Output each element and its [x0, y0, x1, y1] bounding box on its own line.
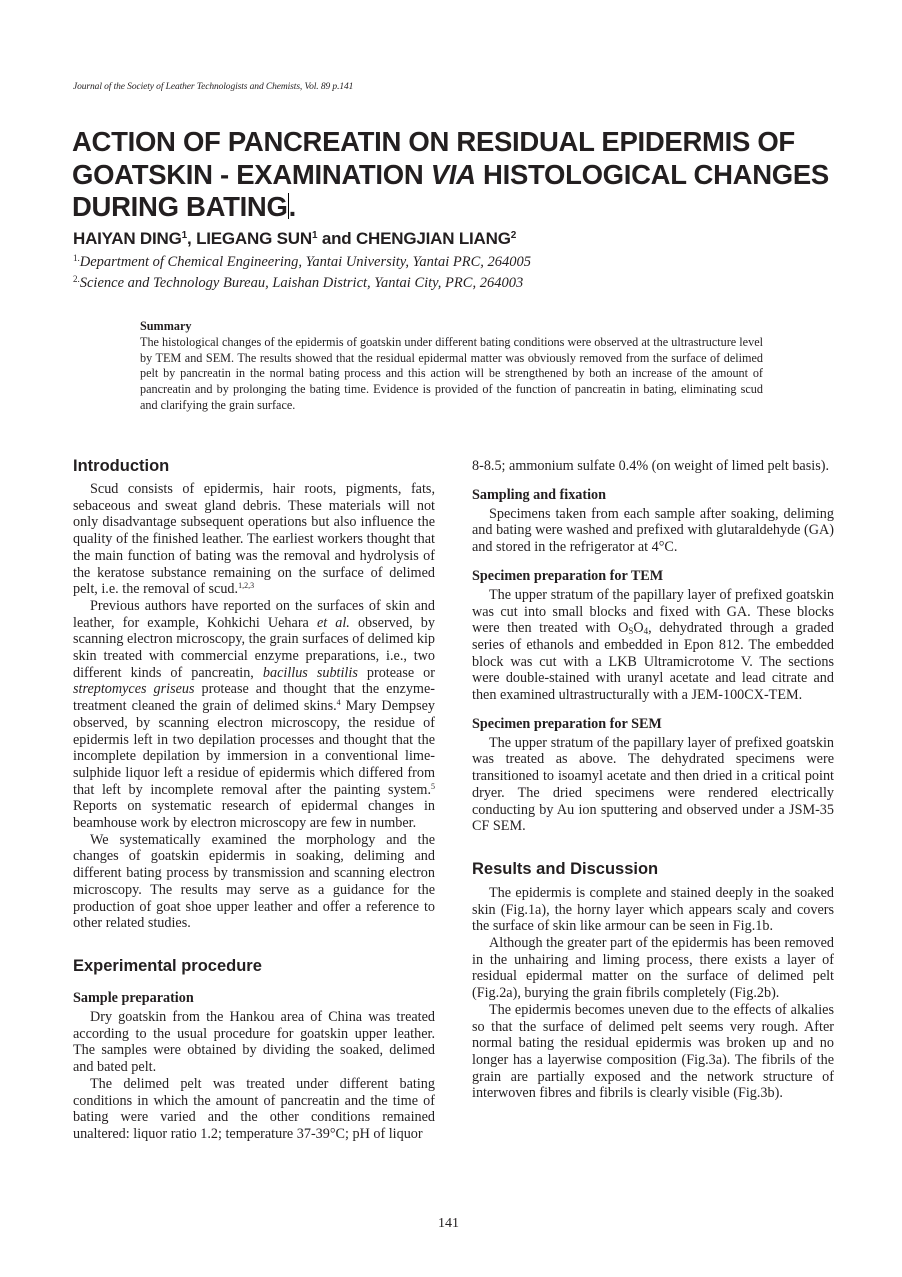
- reference-mark: 5: [431, 781, 435, 791]
- affiliation: [73, 275, 523, 292]
- author-affiliation-mark: 2: [510, 230, 517, 241]
- author-name: LIEGANG SUN: [196, 229, 312, 248]
- author-affiliation-mark: 1: [181, 230, 188, 241]
- italic-text: bacillus subtilis: [262, 664, 358, 681]
- reference-mark: 1,2,3: [238, 581, 255, 591]
- paragraph-text: Mary Dempsey observed, by scanning electron microscopy, the residue of epidermis left in two depilation processes and thought that the incomplete depilation by immersion in a conventional lime-sulphide liquor left a residue of epidermis which differed from that left by incomplete removal after the painting system.: [73, 698, 435, 798]
- author-name: CHENGJIAN LIANG: [355, 229, 511, 248]
- paragraph-text: observed, by scanning electron microscopy, the grain surfaces of delimed kip skin treated with commercial enzyme preparations, i.e., two different kinds of pancreatin,: [73, 614, 435, 681]
- affiliation-mark: 2.: [73, 274, 80, 284]
- title-end: .: [288, 191, 296, 222]
- results-paragraph: Although the greater part of the epidermis has been removed in the unhairing and liming process, there exists a layer of residual epidermal matter on the surface of delimed pelt (Fig.2a), burying the grain fibrils completely (Fig.2b).: [472, 935, 834, 1002]
- results-heading: Results and Discussion: [472, 859, 659, 878]
- author-name: HAIYAN DING: [73, 229, 182, 248]
- right-column: [472, 458, 834, 1102]
- paragraph-text: , dehydrated through a graded series of ethanols and embedded in Epon 812. The embedded block was cut with a LKB Ultramicrotome V. The sections were double-stained with uranyl acetate and lead citrate and then examined ultrastructurally with a JEM-100CX-TEM.: [472, 620, 834, 704]
- sem-heading: Specimen preparation for SEM: [472, 715, 662, 732]
- subscript: 4: [643, 626, 649, 637]
- italic-text: streptomyces griseus: [73, 681, 195, 698]
- introduction-paragraph: [73, 481, 435, 598]
- paragraph-text: O: [633, 620, 644, 637]
- sample-paragraph: Dry goatskin from the Hankou area of China was treated according to the usual procedure for goatskin upper leather. The samples were obtained by dividing the soaked, delimed and bated pelt.: [73, 1008, 435, 1076]
- author-separator: ,: [187, 229, 197, 248]
- sem-paragraph: The upper stratum of the papillary layer of prefixed goatskin was treated as above. The dehydrated specimens were transitioned to isoamyl acetate and then dried in a critical point dryer. The dried specimens were rendered electrically conducting by Au ion sputtering and observed under a JSM-35 CF SEM.: [472, 734, 834, 835]
- paragraph-text: Scud consists of epidermis, hair roots, pigments, fats, sebaceous and sweat gland debris. These materials will not only disadvantage subsequent operations but also influence the quality of the finished leather. The earliest workers thought that the main function of bating was the removal and hydrolysis of the keratose substance remaining on the surface of delimed pelt, i.e. the removal of scud.: [73, 481, 435, 598]
- results-paragraph: The epidermis becomes uneven due to the effects of alkalies so that the surface of delimed pelt seems very rough. After normal bating the residual epidermis was broken up and no longer has a layerwise composition (Fig.3a). The fibrils of the grain are partially exposed and the network structure of interwoven fibres and fibrils is clearly visible (Fig.3b).: [472, 1001, 834, 1102]
- subscript: S: [628, 626, 634, 637]
- introduction-paragraph: [73, 598, 435, 832]
- journal-citation: Journal of the Society of Leather Technologists and Chemists, Vol. 89 p.141: [73, 82, 354, 92]
- page-number: 141: [438, 1216, 459, 1231]
- paragraph-text: protease and thought that the enzyme-treatment cleaned the grain of delimed skins.: [73, 681, 435, 715]
- introduction-paragraph: We systematically examined the morphology and the changes of goatskin epidermis in soaking, deliming and different bating process by transmission and scanning electron microscopy. The results may serve as a guidance for the production of goat shoe upper leather and offer a reference to other related studies.: [73, 831, 435, 932]
- affiliation-text: Science and Technology Bureau, Laishan District, Yantai City, PRC, 264003: [79, 275, 524, 291]
- author-affiliation-mark: 1: [311, 230, 318, 241]
- affiliation-mark: 1.: [73, 253, 80, 263]
- results-paragraph: The epidermis is complete and stained deeply in the soaked skin (Fig.1a), the horny layer which appears scaly and covers the surface of skin like armour can be seen in Fig.1b.: [472, 884, 834, 935]
- title-part2: HISTOLOGICAL CHANGES DURING BATING: [72, 158, 829, 222]
- summary-heading: Summary: [140, 319, 192, 333]
- affiliation: [73, 254, 531, 271]
- sample-preparation-heading: Sample preparation: [73, 989, 194, 1006]
- summary-text: The histological changes of the epidermis of goatskin under different bating conditions were observed at the ultrastructure level by TEM and SEM. The results showed that the residual epidermal matter was obviously removed from the surface of delimed pelt by pancreatin in the normal bating process and this action will be strengthened by both an increase of the amount of pancreatin and by prolonging the bating time. Evidence is provided of the function of pancreatin in bating, eliminating scud and clarifying the grain surface.: [140, 334, 763, 412]
- introduction-heading: Introduction: [73, 457, 170, 475]
- summary-block: [140, 319, 763, 414]
- sample-paragraph: The delimed pelt was treated under different bating conditions in which the amount of pancreatin and the time of bating were varied and the other conditions remained unaltered: liquor ratio 1.2; temperature 37-39°C; pH of liquor: [73, 1075, 435, 1142]
- italic-text: et al.: [316, 614, 350, 631]
- left-column: [73, 456, 435, 1143]
- title-italic-via: VIA: [430, 158, 476, 190]
- paragraph-text: The upper stratum of the papillary layer of prefixed goatskin was cut into small blocks and fixed with GA. These blocks were then treated with O: [472, 586, 834, 637]
- authors: [73, 229, 516, 249]
- tem-paragraph: [472, 587, 834, 704]
- paragraph-text: Previous authors have reported on the surfaces of skin and leather, for example, Kohkichi Uehara: [73, 597, 435, 631]
- tem-heading: Specimen preparation for TEM: [472, 567, 664, 584]
- paragraph-text: Reports on systematic research of epidermal changes in beamhouse work by electron microscopy are few in number.: [73, 798, 435, 832]
- paragraph-text: protease or: [357, 664, 435, 681]
- affiliation-text: Department of Chemical Engineering, Yantai University, Yantai PRC, 264005: [79, 254, 531, 270]
- experimental-heading: Experimental procedure: [73, 956, 262, 975]
- sampling-paragraph: Specimens taken from each sample after soaking, deliming and bating were washed and prefixed with glutaraldehyde (GA) and stored in the refrigerator at 4°C.: [472, 505, 834, 556]
- sampling-fixation-heading: Sampling and fixation: [472, 486, 607, 503]
- author-separator: and: [317, 229, 356, 248]
- article-title: [72, 126, 862, 224]
- reference-mark: 4: [336, 698, 341, 708]
- title-part1: ACTION OF PANCREATIN ON RESIDUAL EPIDERMIS OF GOATSKIN - EXAMINATION: [72, 126, 795, 190]
- sample-paragraph-continued: 8-8.5; ammonium sulfate 0.4% (on weight of limed pelt basis).: [472, 458, 829, 474]
